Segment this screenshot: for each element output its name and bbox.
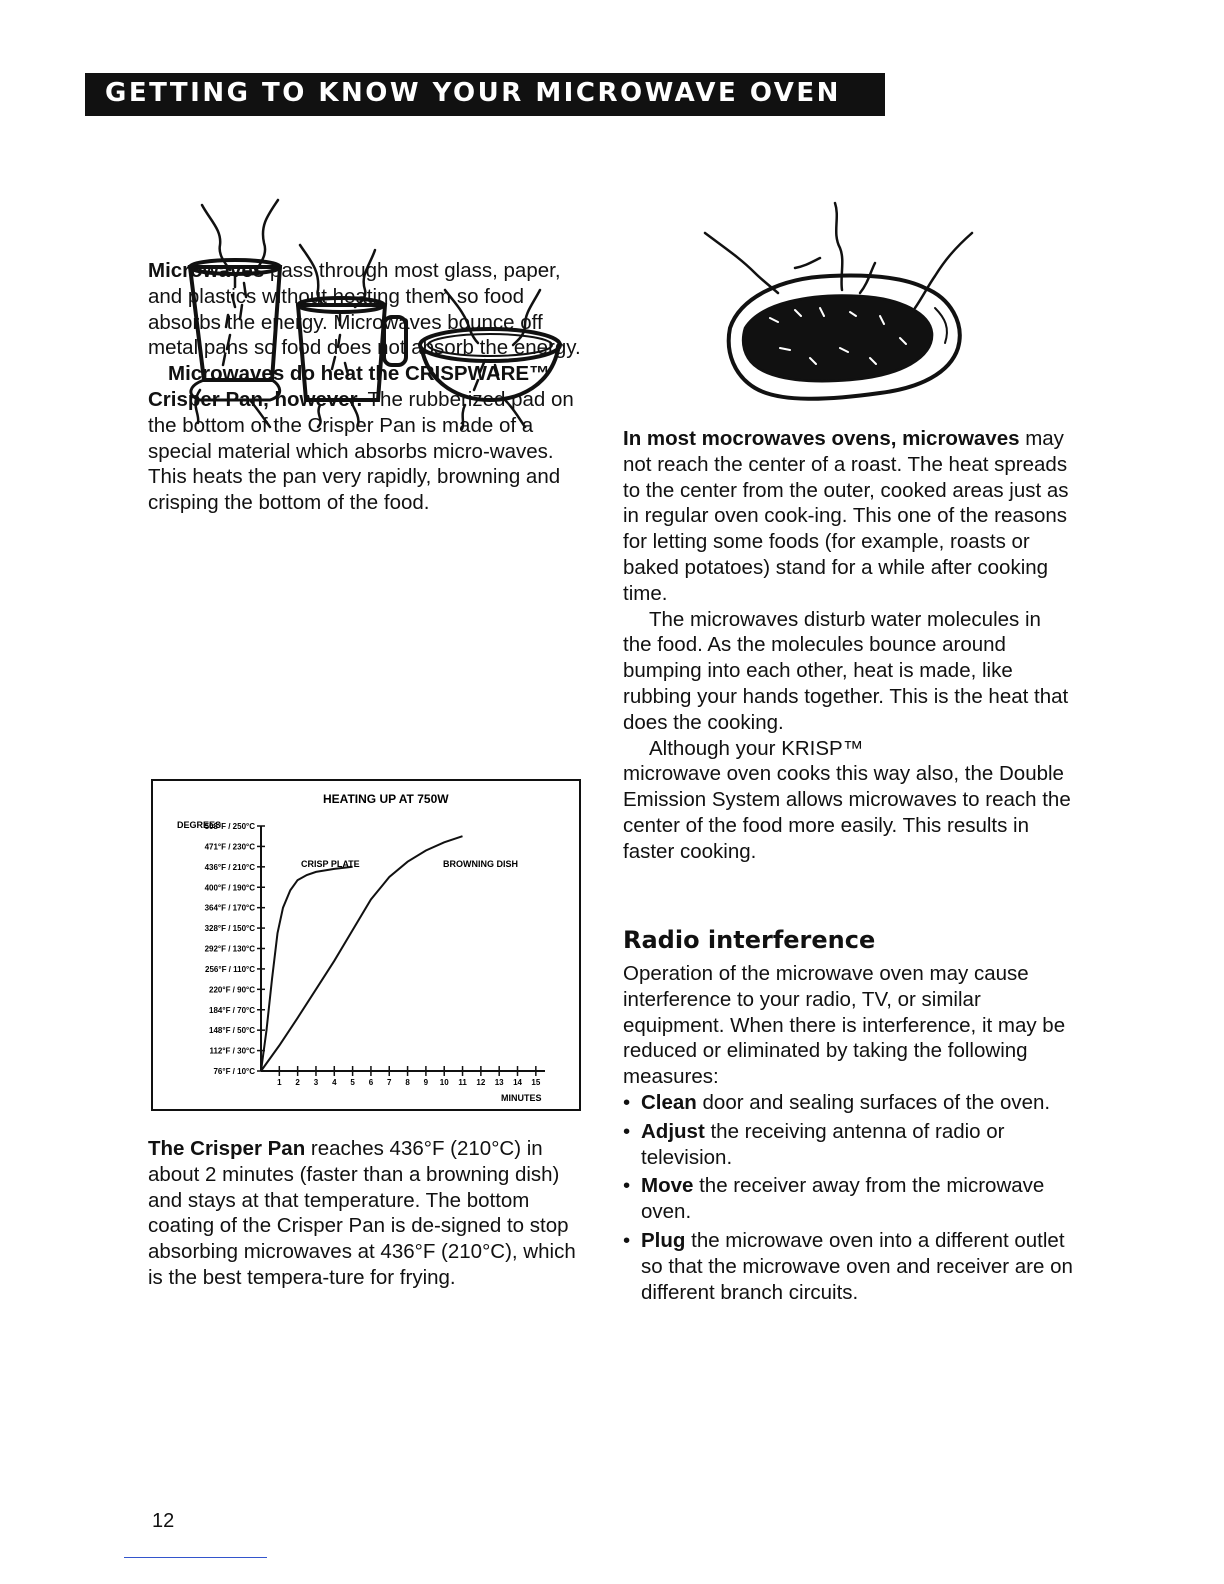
series-line-browning-dish (261, 836, 463, 1071)
x-tick-label: 15 (531, 1078, 541, 1087)
list-item: • Adjust the receiving antenna of radio or television. (623, 1119, 1073, 1171)
y-tick-label: 112°F / 30°C (209, 1046, 255, 1056)
y-tick-label: 220°F / 90°C (209, 985, 255, 995)
heating-chart (151, 779, 581, 1111)
crispware-text: The rubberized pad on the bottom of the Crisper Pan is made of a special material which absorbs micro-waves. This heats the pan very rapidly, browning and crisping the bottom of the food. (148, 387, 574, 515)
chart-title: HEATING UP AT 750W (323, 792, 449, 806)
roast-microwaves-icon (700, 198, 980, 408)
left-column-top (148, 258, 588, 516)
page-header-title: GETTING TO KNOW YOUR MICROWAVE OVEN (105, 78, 841, 108)
x-tick-label: 6 (368, 1078, 374, 1087)
krisp-line: Although your KRISP™ (649, 736, 864, 760)
x-tick-label: 5 (350, 1078, 355, 1087)
y-tick-label: 148°F / 50°C (209, 1026, 255, 1036)
x-tick-label: 13 (494, 1078, 504, 1087)
x-tick-label: 1 (277, 1078, 282, 1087)
x-tick-label: 2 (295, 1078, 300, 1087)
x-tick-label: 8 (405, 1078, 410, 1087)
crisper-pan-lead: The Crisper Pan (148, 1137, 306, 1160)
y-tick-label: 292°F / 130°C (204, 944, 255, 954)
y-tick-label: 508°F / 250°C (204, 822, 255, 831)
y-tick-label: 364°F / 170°C (204, 903, 255, 913)
legend-crisp-plate: CRISP PLATE (301, 859, 360, 869)
y-tick-label: 471°F / 230°C (204, 842, 255, 852)
microwaves-lead: Microwaves (148, 259, 265, 282)
y-tick-label: 400°F / 190°C (204, 883, 255, 893)
x-tick-label: 4 (332, 1078, 337, 1087)
microwaves-text: pass through most glass, paper, and plastics without heating them so food absorbs the energy. Microwaves bounce off metal pans so food does not absorb the energy. (148, 259, 581, 360)
y-axis-label: DEGREES (177, 820, 222, 830)
heating-chart-svg (153, 781, 579, 1109)
list-item: • Move the receiver away from the microwave oven. (623, 1173, 1073, 1225)
list-item: • Clean door and sealing surfaces of the oven. (623, 1090, 1073, 1116)
y-tick-label: 436°F / 210°C (204, 862, 255, 872)
x-tick-label: 9 (423, 1078, 429, 1087)
crispware-paragraph (148, 361, 588, 516)
x-tick-label: 11 (458, 1078, 467, 1087)
measures-list (623, 1090, 1073, 1305)
right-column-bottom (623, 961, 1073, 1308)
x-tick-label: 3 (313, 1078, 319, 1087)
x-tick-label: 12 (476, 1078, 486, 1087)
double-emission-paragraph: microwave oven cooks this way also, the Double Emission System allows microwaves to reach the center of the food more easily. This results in faster cooking. (623, 762, 1071, 863)
x-tick-label: 7 (387, 1078, 392, 1087)
x-tick-label: 14 (513, 1078, 522, 1087)
y-tick-label: 76°F / 10°C (213, 1067, 255, 1076)
x-tick-label: 10 (439, 1078, 449, 1087)
legend-browning-dish: BROWNING DISH (443, 859, 518, 869)
left-column-bottom (148, 1136, 588, 1291)
series-line-crisp-plate (261, 867, 353, 1071)
microwaves-paragraph (148, 258, 588, 361)
crisper-pan-text: reaches 436°F (210°C) in about 2 minutes (faster than a browning dish) and stays at that temperature. The bottom coating of the Crisper Pan is de-signed to stop absorbing microwaves at 436°F (210°C), which is the best tempera-ture for frying. (148, 1137, 576, 1289)
list-item: • Plug the microwave oven into a different outlet so that the microwave oven and receiver are on different branch circuits. (623, 1228, 1073, 1305)
roast-paragraph (623, 426, 1073, 607)
roast-lead: In most mocrowaves ovens, microwaves (623, 427, 1020, 450)
crisper-pan-paragraph (148, 1136, 588, 1291)
roast-text: may not reach the center of a roast. The heat spreads to the center from the outer, cooked areas just as in regular oven cook-ing. This one of the reasons for letting some foods (for example, roasts or baked potatoes) stand for a while after cooking time. (623, 427, 1069, 605)
interference-paragraph: Operation of the microwave oven may cause interference to your radio, TV, or similar equipment. When there is interference, it may be reduced or eliminated by taking the following measures: (623, 962, 1066, 1089)
y-tick-label: 256°F / 110°C (205, 964, 255, 974)
crispware-lead: Microwaves do heat the CRISPWARE™ Crisper Pan, however. (148, 362, 550, 411)
y-tick-label: 328°F / 150°C (204, 924, 255, 934)
footer-rule (124, 1557, 267, 1558)
molecules-paragraph: The microwaves disturb water molecules in the food. As the molecules bounce around bumping into each other, heat is made, like rubbing your hands together. This is the heat that does the cooking. (623, 607, 1069, 734)
right-column-top (623, 426, 1073, 865)
radio-interference-heading: Radio interference (623, 926, 876, 954)
page-number: 12 (152, 1510, 175, 1532)
x-axis-label: MINUTES (501, 1093, 542, 1103)
y-tick-label: 184°F / 70°C (209, 1005, 255, 1015)
page-header (85, 73, 885, 116)
